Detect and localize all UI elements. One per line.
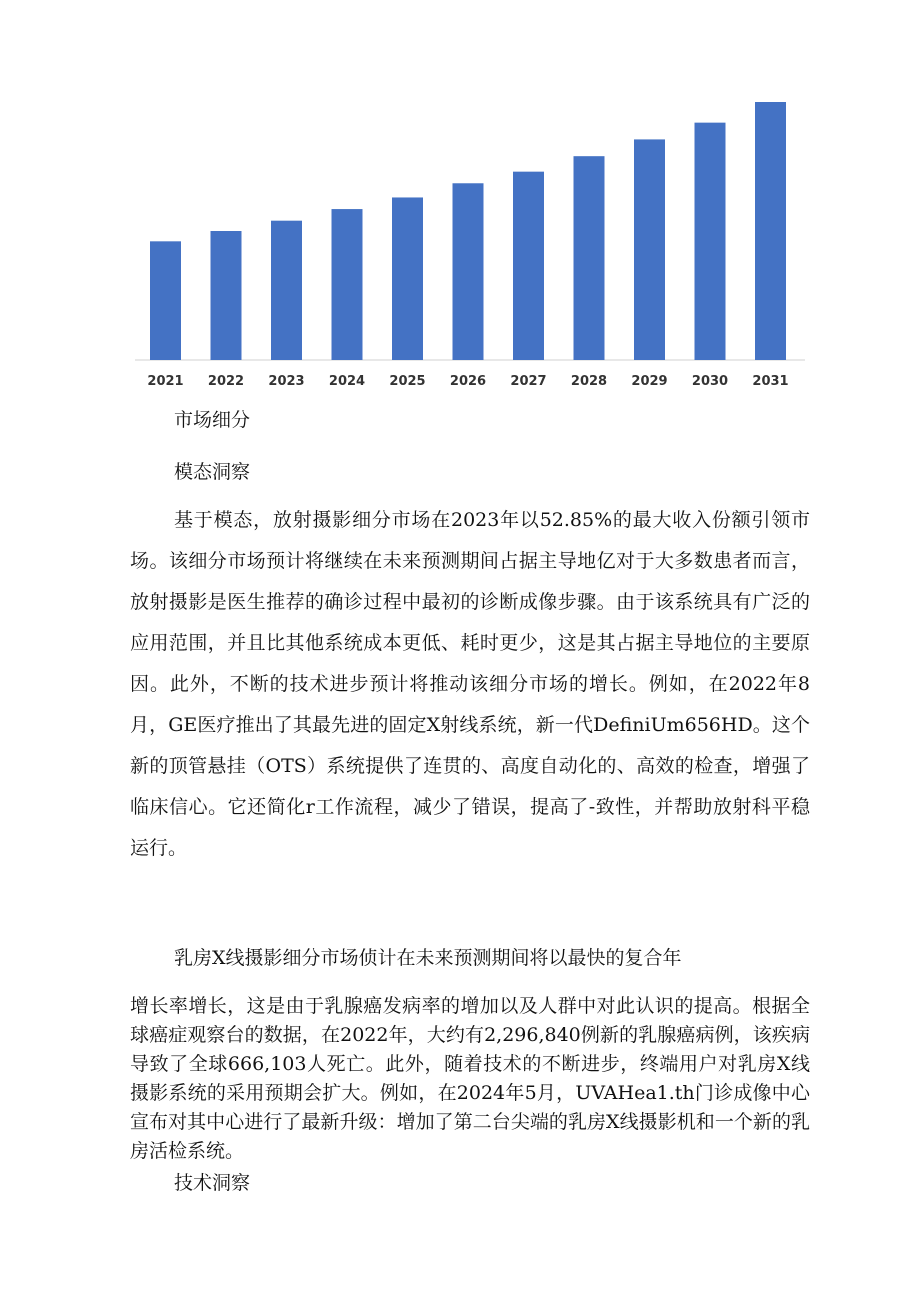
section-heading-technology-insight: 技术洞察 xyxy=(174,1172,251,1194)
paragraph-radiography: 基于模态，放射摄影细分市场在2023年以52.85%的最大收入份额引领市场。该细分市场预计将继续在未来预测期间占据主导地亿对于大多数患者而言，放射摄影是医生推荐的确诊过程中最初的诊断成像步骤。由于该系统具有广泛的应用范围，并且比其他系统成本更低、耗时更少，这是其占据主导地位的主要原因。此外，不断的技术进步预计将推动该细分市场的增长。例如，在2022年8月，GE医疗推出了其最先进的固定X射线系统，新一代DefiniUm656HD。这个新的顶管悬挂（OTS）系统提供了连贯的、高度自动化的、高效的检查，增强了临床信心。它还简化r工作流程，减少了错误，提高了-致性，并帮助放射科平稳运行。 xyxy=(130,509,810,859)
bar-2027 xyxy=(513,172,544,360)
section-heading-market-segment: 市场细分 xyxy=(174,409,251,431)
x-tick-label: 2024 xyxy=(328,374,366,389)
bar-2031 xyxy=(755,102,786,360)
x-tick-label: 2021 xyxy=(147,374,184,389)
x-tick-label: 2027 xyxy=(510,374,547,389)
bar-2025 xyxy=(392,197,423,360)
bar-2029 xyxy=(634,139,665,360)
bar-2028 xyxy=(574,156,605,360)
section-heading-modality-insight: 模态洞察 xyxy=(174,461,251,483)
bar-2026 xyxy=(453,183,484,360)
x-tick-label: 2028 xyxy=(570,374,608,389)
x-tick-label: 2029 xyxy=(631,374,668,389)
bar-2024 xyxy=(332,209,363,360)
bar-2030 xyxy=(695,123,726,360)
x-tick-label: 2030 xyxy=(691,374,729,389)
x-tick-label: 2026 xyxy=(449,374,487,389)
bar-2022 xyxy=(211,231,242,360)
x-tick-label: 2025 xyxy=(389,374,426,389)
market-size-bar-chart xyxy=(130,80,810,400)
bar-2023 xyxy=(271,221,302,360)
bar-2021 xyxy=(150,241,181,360)
paragraph-mammography: 增长率增长，这是由于乳腺癌发病率的增加以及人群中对此认识的提高。根据全球癌症观察台的数据，在2022年，大约有2,296,840例新的乳腺癌病例，该疾病导致了全球666,103人死亡。此外，随着技术的不断进步，终端用户对乳房X线摄影系统的采用预期会扩大。例如，在2024年5月，UVAHea1.th门诊成像中心宣布对其中心进行了最新升级：增加了第二台尖端的乳房X线摄影机和一个新的乳房活检系统。 xyxy=(130,995,810,1162)
x-tick-label: 2022 xyxy=(207,374,245,389)
x-tick-label: 2023 xyxy=(268,374,305,389)
paragraph-mammography-first-line: 乳房X线摄影细分市场侦计在未来预测期间将以最快的复合年 xyxy=(174,947,682,969)
x-tick-label: 2031 xyxy=(752,374,789,389)
